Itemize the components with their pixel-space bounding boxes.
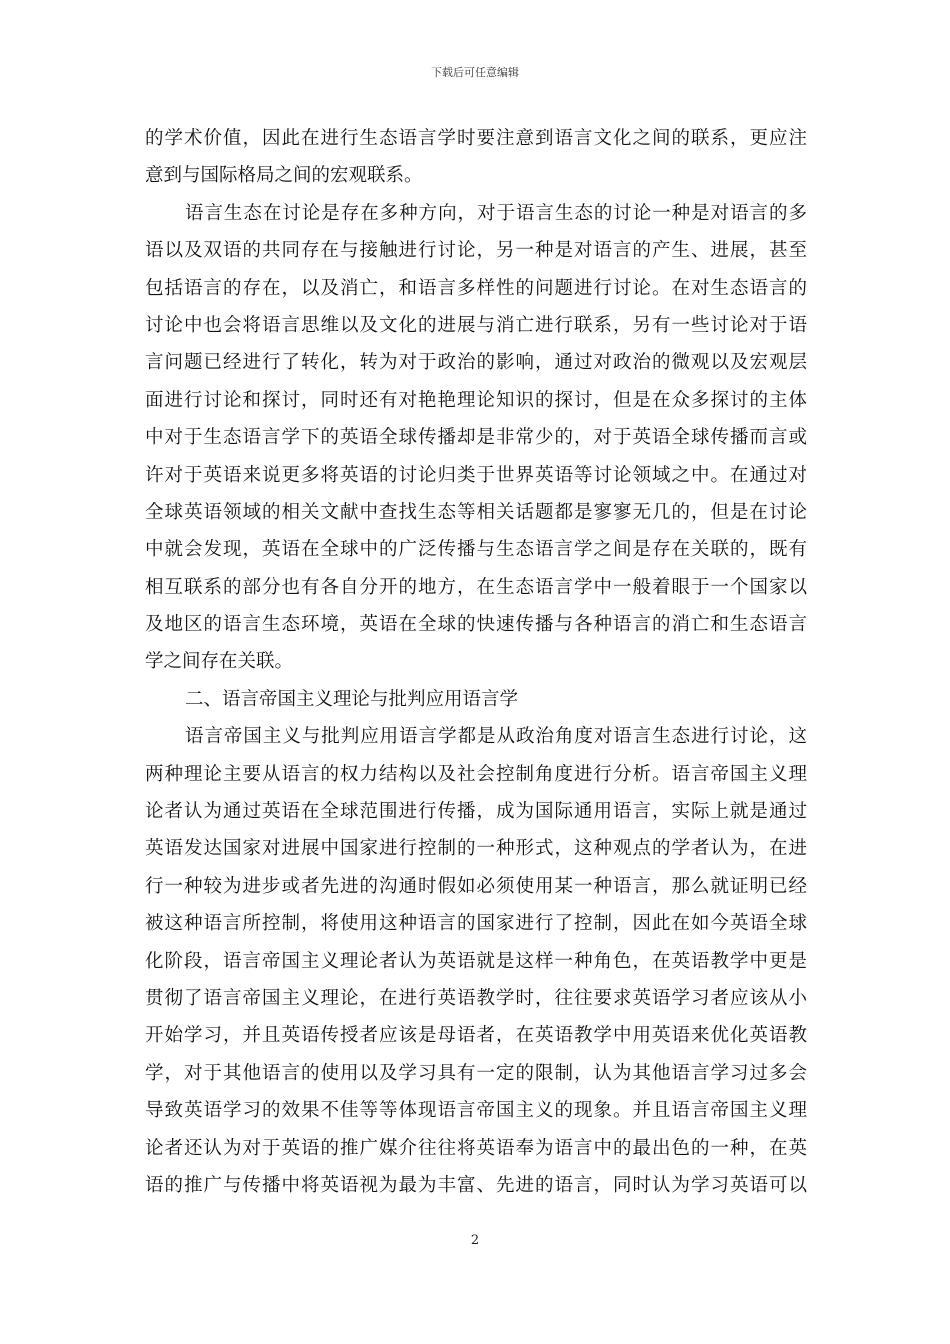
text-line: 开始学习，并且英语传授者应该是母语者，在英语教学中用英语来优化英语教 — [145, 1025, 807, 1047]
paragraph-first-line: 语言帝国主义与批判应用语言学都是从政治角度对语言生态进行讨论，这 — [185, 726, 807, 748]
text-line: 学之间存在关联。 — [145, 651, 294, 673]
text-line: 学，对于其他语言的使用以及学习具有一定的限制，认为其他语言学习过多会 — [145, 1062, 807, 1084]
text-line: 导致英语学习的效果不佳等等体现语言帝国主义的现象。并且语言帝国主义理 — [145, 1100, 807, 1122]
text-line: 英语发达国家对进展中国家进行控制的一种形式，这种观点的学者认为，在进 — [145, 838, 807, 860]
paragraph-first-line: 语言生态在讨论是存在多种方向，对于语言生态的讨论一种是对语言的多 — [185, 202, 807, 224]
text-line: 被这种语言所控制，将使用这种语言的国家进行了控制，因此在如今英语全球 — [145, 913, 807, 935]
text-line: 两种理论主要从语言的权力结构以及社会控制角度进行分析。语言帝国主义理 — [145, 763, 807, 785]
text-line: 许对于英语来说更多将英语的讨论归类于世界英语等讨论领域之中。在通过对 — [145, 464, 807, 486]
text-line: 行一种较为进步或者先进的沟通时假如必须使用某一种语言，那么就证明已经 — [145, 875, 807, 897]
text-line: 中就会发现，英语在全球中的广泛传播与生态语言学之间是存在关联的，既有 — [145, 539, 807, 561]
text-line: 相互联系的部分也有各自分开的地方，在生态语言学中一般着眼于一个国家以 — [145, 576, 807, 598]
section-heading: 二、语言帝国主义理论与批判应用语言学 — [185, 688, 519, 710]
text-line: 包括语言的存在，以及消亡，和语言多样性的问题进行讨论。在对生态语言的 — [145, 277, 807, 299]
body-text — [145, 120, 807, 1204]
text-line: 言问题已经进行了转化，转为对于政治的影响，通过对政治的微观以及宏观层 — [145, 352, 807, 374]
text-line: 全球英语领域的相关文献中查找生态等相关话题都是寥寥无几的，但是在讨论 — [145, 501, 807, 523]
text-line: 中对于生态语言学下的英语全球传播却是非常少的，对于英语全球传播而言或 — [145, 427, 807, 449]
text-line: 意到与国际格局之间的宏观联系。 — [145, 165, 423, 187]
text-line: 的学术价值，因此在进行生态语言学时要注意到语言文化之间的联系，更应注 — [145, 128, 807, 149]
text-line: 论者还认为对于英语的推广媒介往往将英语奉为语言中的最出色的一种，在英 — [145, 1137, 807, 1159]
page-number: 2 — [470, 1233, 480, 1248]
text-line: 论者认为通过英语在全球范围进行传播，成为国际通用语言，实际上就是通过 — [145, 801, 807, 823]
text-line: 讨论中也会将语言思维以及文化的进展与消亡进行联系，另有一些讨论对于语 — [145, 314, 807, 336]
page-header: 下载后可任意编辑 — [431, 66, 519, 79]
text-line: 贯彻了语言帝国主义理论，在进行英语教学时，往往要求英语学习者应该从小 — [145, 987, 807, 1009]
text-line: 语以及双语的共同存在与接触进行讨论，另一种是对语言的产生、进展，甚至 — [145, 240, 807, 262]
text-line: 语的推广与传播中将英语视为最为丰富、先进的语言，同时认为学习英语可以 — [145, 1174, 807, 1196]
text-line: 及地区的语言生态环境，英语在全球的快速传播与各种语言的消亡和生态语言 — [145, 614, 807, 636]
text-line: 化阶段，语言帝国主义理论者认为英语就是这样一种角色，在英语教学中更是 — [145, 950, 807, 972]
text-line: 面进行讨论和探讨，同时还有对艳艳理论知识的探讨，但是在众多探讨的主体 — [145, 389, 807, 411]
